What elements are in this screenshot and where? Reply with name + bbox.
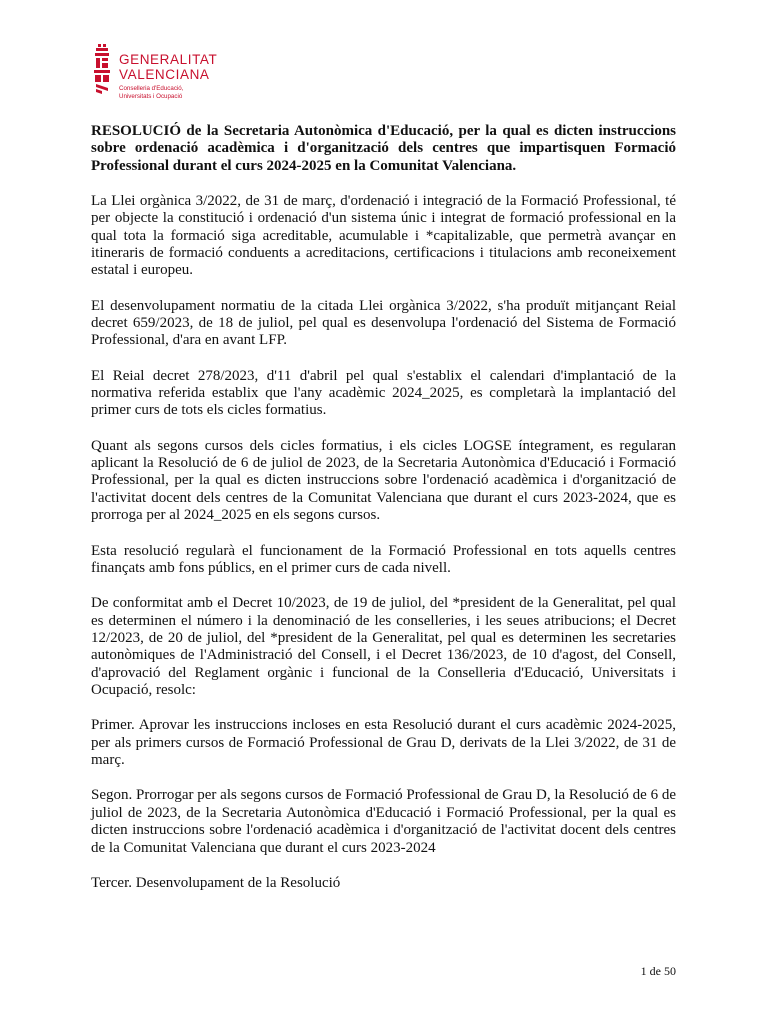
paragraph-1: La Llei orgànica 3/2022, de 31 de març, d'ordenació i integració de la Formació Professional, té per objecte la constitució i ordenació d'un sistema únic i integrat de formació professional en la qual tota la formació siga acreditable, acumulable i *capitalizable, que permetrà avançar en itineraris de formació conduents a acreditacions, certificacions i titulacions amb reconeixement estatal i europeu.: [91, 192, 676, 279]
page-number: 1 de 50: [640, 964, 676, 978]
paragraph-segon: Segon. Prorrogar per als segons cursos de Formació Professional de Grau D, la Resolució de 6 de juliol de 2023, de la Secretaria Autonòmica d'Educació i Formació Professional, per la qual es dicten instruccions sobre l'ordenació acadèmica i d'organització de l'activitat docent dels centres de la Comunitat Valenciana que durant el curs 2023-2024: [91, 787, 676, 856]
paragraph-2: El desenvolupament normatiu de la citada Llei orgànica 3/2022, s'ha produït mitjançant Reial decret 659/2023, de 18 de juliol, pel qual es desenvolupa l'ordenació del Sistema de Formació Professional, d'ara en avant LFP.: [91, 297, 676, 349]
paragraph-primer: Primer. Aprovar les instruccions incloses en esta Resolució durant el curs acadèmic 2024-2025, per als primers cursos de Formació Professional de Grau D, derivats de la Llei 3/2022, de 31 de març.: [91, 717, 676, 769]
generalitat-emblem-icon: [92, 44, 114, 94]
generalitat-logo: [92, 44, 252, 104]
department-name: [119, 85, 183, 101]
org-name-line1: GENERALITAT: [119, 52, 218, 67]
document-title: RESOLUCIÓ de la Secretaria Autonòmica d'Educació, per la qual es dicten instruccions sobre ordenació acadèmica i d'organització dels centres que impartisquen Formació Professional durant el curs 2024-2025 en la Comunitat Valenciana.: [91, 123, 676, 174]
department-line2: Universitats i Ocupació: [119, 93, 183, 100]
department-line1: Conselleria d'Educació,: [119, 85, 184, 92]
document-body: [91, 123, 676, 910]
paragraph-3: El Reial decret 278/2023, d'11 d'abril pel qual s'establix el calendari d'implantació de la normativa referida establix que l'any acadèmic 2024_2025, es completarà la implantació del primer curs de tots els cicles formatius.: [91, 367, 676, 419]
org-name: [119, 52, 217, 82]
paragraph-4: Quant als segons cursos dels cicles formatius, i els cicles LOGSE íntegrament, es regularan aplicant la Resolució de 6 de juliol de 2023, de la Secretaria Autonòmica d'Educació i Formació Professional, per la qual es dicten instruccions sobre l'ordenació acadèmica i d'organització de l'activitat docent dels centres de la Comunitat Valenciana que durant el curs 2023-2024, que es prorroga per al 2024_2025 en els segons cursos.: [91, 437, 676, 524]
paragraph-5: Esta resolució regularà el funcionament de la Formació Professional en tots aquells centres finançats amb fons públics, en el primer curs de cada nivell.: [91, 542, 676, 576]
paragraph-tercer: Tercer. Desenvolupament de la Resolució: [91, 874, 341, 891]
org-name-line2: VALENCIANA: [119, 67, 210, 82]
paragraph-6: De conformitat amb el Decret 10/2023, de 19 de juliol, del *president de la Generalitat, pel qual es determinen el número i la denominació de les conselleries, i les seues atribucions; el Decret 12/2023, de 20 de juliol, del *president de la Generalitat, pel qual es determinen les secretaries autonòmiques de l'Administració del Consell, i el Decret 136/2023, de 10 d'agost, del Consell, d'aprovació del Reglament orgànic i funcional de la Conselleria d'Educació, Universitats i Ocupació, resolc:: [91, 595, 676, 699]
